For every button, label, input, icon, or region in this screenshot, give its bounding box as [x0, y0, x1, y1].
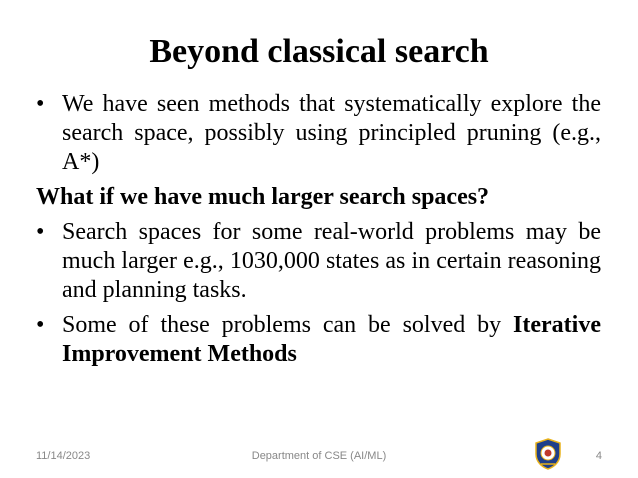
- bullet-text-3-bold: Iterative Improvement Methods: [62, 312, 601, 367]
- bullet-dot: •: [36, 312, 45, 338]
- bullet-item-3: [36, 311, 601, 369]
- bullet-text-1: We have seen methods that systematically explore the search space, possibly using principled pruning (e.g., A*): [62, 91, 601, 175]
- college-crest-icon: [534, 438, 562, 470]
- footer-date: 11/14/2023: [36, 450, 91, 462]
- footer-page-number: 4: [595, 450, 602, 462]
- slide-title: Beyond classical search: [149, 33, 489, 70]
- bullet-dot: •: [36, 219, 45, 245]
- bullet-dot: •: [36, 91, 45, 117]
- slide-content: [36, 90, 601, 375]
- footer-department: Department of CSE (AI/ML): [251, 450, 387, 462]
- bullet-text-3: Some of these problems can be solved by: [62, 312, 514, 338]
- bullet-item-2: [36, 218, 601, 305]
- bullet-item-1: [36, 90, 601, 177]
- section-heading: What if we have much larger search spaces?: [36, 184, 490, 210]
- bullet-text-2: Search spaces for some real-world problems may be much larger e.g., 1030,000 states as in certain reasoning and planning tasks.: [62, 219, 601, 303]
